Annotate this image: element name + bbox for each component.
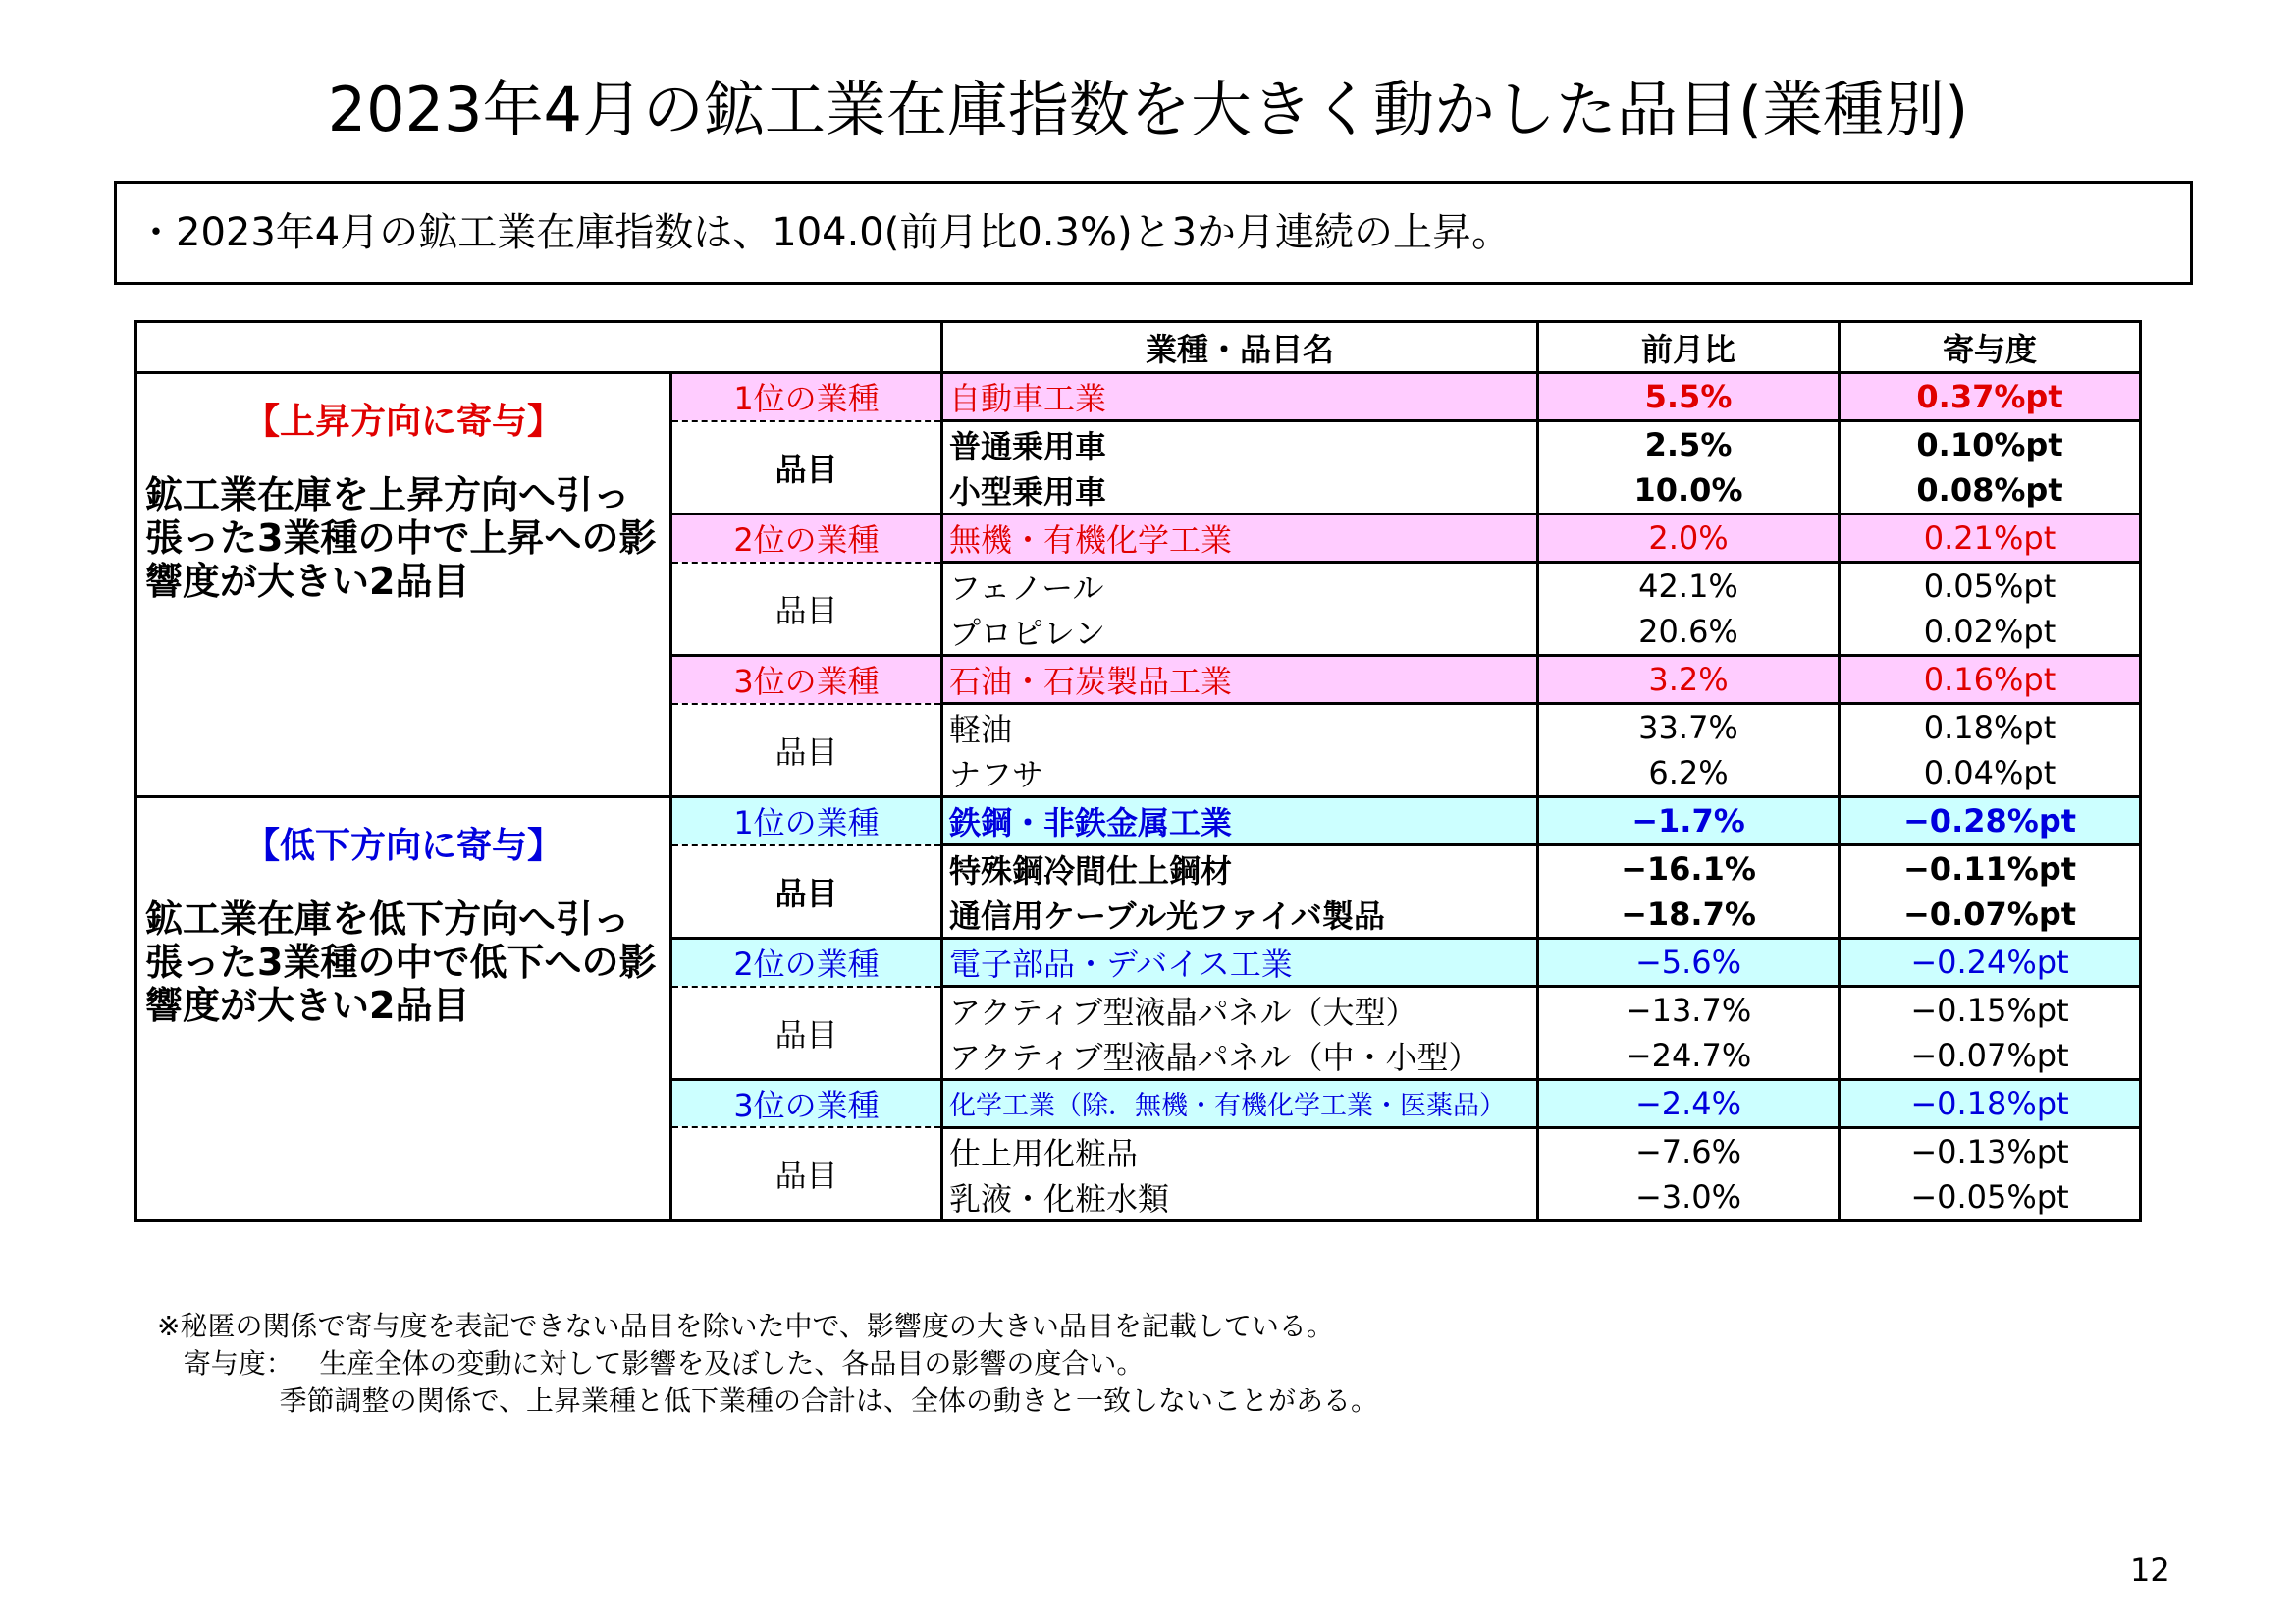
industry-mom: −5.6% [1538, 939, 1840, 987]
industry-contrib: 0.21%pt [1840, 514, 2141, 563]
item-name: 軽油 [942, 704, 1538, 751]
item-name: 仕上用化粧品 [942, 1127, 1538, 1174]
industry-mom: −1.7% [1538, 797, 1840, 845]
item-contrib: 0.10%pt [1840, 421, 2141, 468]
item-mom: 10.0% [1538, 467, 1840, 514]
table-row [136, 373, 2141, 421]
table-header-row [136, 322, 2141, 373]
item-mom: −3.0% [1538, 1174, 1840, 1221]
item-mom: 42.1% [1538, 563, 1840, 610]
item-label: 品目 [671, 563, 942, 656]
item-contrib: −0.11%pt [1840, 845, 2141, 893]
industry-contrib: −0.24%pt [1840, 939, 2141, 987]
item-contrib: −0.15%pt [1840, 987, 2141, 1034]
item-name: アクティブ型液晶パネル（中・小型） [942, 1033, 1538, 1080]
industry-rank: 3位の業種 [671, 656, 942, 704]
industry-name: 電子部品・デバイス工業 [942, 939, 1538, 987]
item-contrib: 0.18%pt [1840, 704, 2141, 751]
table-row [136, 797, 2141, 845]
header-mom: 前月比 [1538, 322, 1840, 373]
industry-name: 無機・有機化学工業 [942, 514, 1538, 563]
industry-rank: 1位の業種 [671, 797, 942, 845]
header-blank [136, 322, 942, 373]
industry-name: 鉄鋼・非鉄金属工業 [942, 797, 1538, 845]
item-name: フェノール [942, 563, 1538, 610]
item-mom: −24.7% [1538, 1033, 1840, 1080]
page-title: 2023年4月の鉱工業在庫指数を大きく動かした品目(業種別) [327, 74, 1969, 145]
industry-mom: −2.4% [1538, 1080, 1840, 1128]
page-number: 12 [2130, 1551, 2170, 1589]
item-contrib: −0.07%pt [1840, 892, 2141, 939]
item-name: アクティブ型液晶パネル（大型） [942, 987, 1538, 1034]
industry-contrib: 0.37%pt [1840, 373, 2141, 421]
item-label: 品目 [671, 845, 942, 939]
item-name: 普通乗用車 [942, 421, 1538, 468]
industry-name: 化学工業（除．無機・有機化学工業・医薬品） [942, 1080, 1538, 1128]
item-mom: −18.7% [1538, 892, 1840, 939]
header-contrib: 寄与度 [1840, 322, 2141, 373]
industry-mom: 2.0% [1538, 514, 1840, 563]
down-side-panel [136, 797, 671, 1221]
item-mom: −7.6% [1538, 1127, 1840, 1174]
item-mom: 33.7% [1538, 704, 1840, 751]
item-mom: −16.1% [1538, 845, 1840, 893]
footnote-line: ※秘匿の関係で寄与度を表記できない品目を除いた中で、影響度の大きい品目を記載している。 [157, 1310, 1334, 1342]
industry-contrib: −0.18%pt [1840, 1080, 2141, 1128]
item-label: 品目 [671, 1127, 942, 1220]
item-mom: 20.6% [1538, 609, 1840, 656]
up-description: 鉱工業在庫を上昇方向へ引っ張った3業種の中で上昇への影響度が大きい2品目 [145, 473, 657, 603]
item-mom: 2.5% [1538, 421, 1840, 468]
industry-name: 自動車工業 [942, 373, 1538, 421]
down-description: 鉱工業在庫を低下方向へ引っ張った3業種の中で低下への影響度が大きい2品目 [145, 897, 657, 1027]
header-name: 業種・品目名 [942, 322, 1538, 373]
item-contrib: −0.13%pt [1840, 1127, 2141, 1174]
item-name: 乳液・化粧水類 [942, 1174, 1538, 1221]
item-label: 品目 [671, 987, 942, 1080]
item-name: 特殊鋼冷間仕上鋼材 [942, 845, 1538, 893]
item-name: 通信用ケーブル光ファイバ製品 [942, 892, 1538, 939]
item-label: 品目 [671, 421, 942, 514]
up-side-panel [136, 373, 671, 797]
industry-mom: 5.5% [1538, 373, 1840, 421]
industry-contrib: 0.16%pt [1840, 656, 2141, 704]
industry-rank: 3位の業種 [671, 1080, 942, 1128]
footnote-line: 季節調整の関係で、上昇業種と低下業種の合計は、全体の動きと一致しないことがある。 [157, 1384, 1379, 1417]
item-mom: 6.2% [1538, 750, 1840, 797]
item-contrib: 0.02%pt [1840, 609, 2141, 656]
industry-mom: 3.2% [1538, 656, 1840, 704]
summary-box: ・2023年4月の鉱工業在庫指数は、104.0(前月比0.3%)と3か月連続の上昇。 [114, 181, 2193, 285]
down-heading: 【低下方向に寄与】 [243, 826, 562, 866]
item-name: 小型乗用車 [942, 467, 1538, 514]
item-contrib: −0.07%pt [1840, 1033, 2141, 1080]
industry-rank: 2位の業種 [671, 514, 942, 563]
item-mom: −13.7% [1538, 987, 1840, 1034]
footnotes [157, 1308, 1378, 1420]
item-contrib: 0.08%pt [1840, 467, 2141, 514]
industry-name: 石油・石炭製品工業 [942, 656, 1538, 704]
item-name: ナフサ [942, 750, 1538, 797]
contribution-table [134, 320, 2142, 1222]
industry-rank: 2位の業種 [671, 939, 942, 987]
item-contrib: 0.04%pt [1840, 750, 2141, 797]
item-contrib: 0.05%pt [1840, 563, 2141, 610]
item-label: 品目 [671, 704, 942, 797]
item-name: プロピレン [942, 609, 1538, 656]
footnote-line: 寄与度： 生産全体の変動に対して影響を及ぼした、各品目の影響の度合い。 [157, 1347, 1145, 1380]
item-contrib: −0.05%pt [1840, 1174, 2141, 1221]
up-heading: 【上昇方向に寄与】 [243, 402, 562, 442]
industry-rank: 1位の業種 [671, 373, 942, 421]
industry-contrib: −0.28%pt [1840, 797, 2141, 845]
